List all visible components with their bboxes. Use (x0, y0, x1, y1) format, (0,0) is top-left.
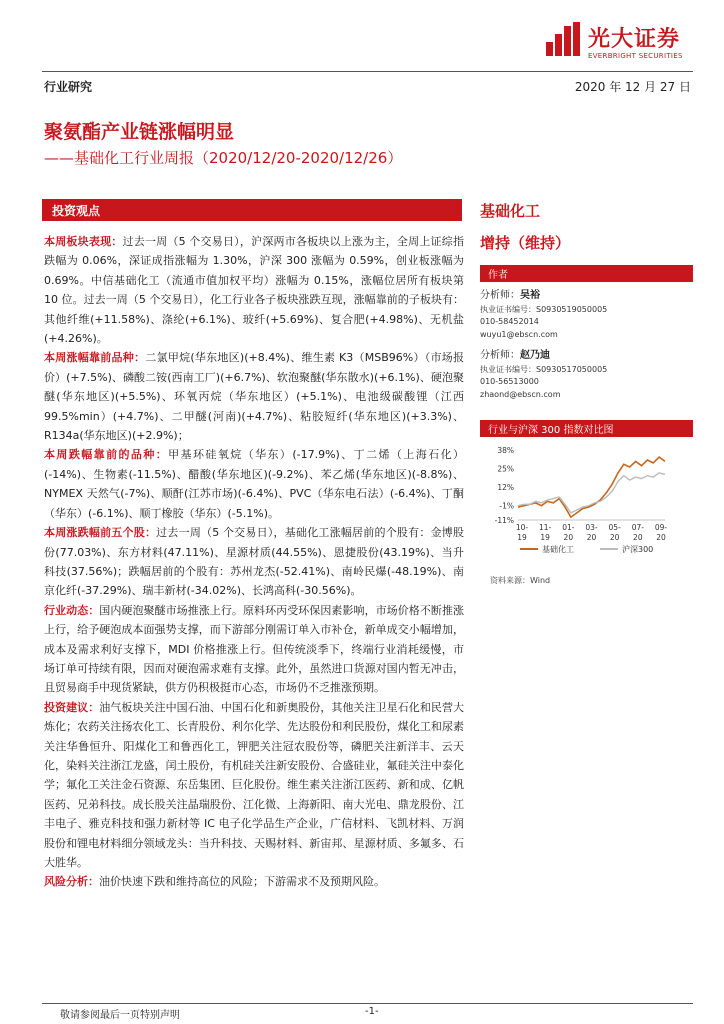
paragraph-top-stocks (44, 523, 464, 601)
sector-name: 基础化工 (480, 202, 541, 220)
analyst-2-name: 赵乃迪 (520, 350, 550, 361)
logo-mark-icon (546, 22, 582, 62)
analyst-1-email: wuyu1@ebscn.com (480, 330, 558, 339)
y-tick-label: -1% (499, 501, 514, 511)
x-tick-label: 01- (562, 523, 575, 532)
analyst-1 (480, 286, 540, 301)
report-date: 2020 年 12 月 27 日 (574, 80, 691, 94)
paragraph-investment-advice (44, 698, 464, 873)
brand-name-cn: 光大证券 (588, 27, 681, 52)
paragraph-label: 本周板块表现： (44, 235, 123, 248)
report-subtitle: ——基础化工行业周报（2020/12/20-2020/12/26） (44, 149, 403, 167)
analyst-2-email: zhaond@ebscn.com (480, 390, 561, 399)
section-header-label: 投资观点 (52, 204, 101, 218)
x-tick-label: 10- (515, 523, 529, 532)
chart-header-label: 行业与沪深 300 指数对比图 (488, 425, 614, 436)
authors-header-label: 作者 (488, 270, 508, 281)
brand-name-en: EVERBRIGHT SECURITIES (588, 52, 683, 60)
analyst-1-label: 分析师： (480, 290, 520, 301)
report-title: 聚氨酯产业链涨幅明显 (44, 121, 235, 143)
sidebar (480, 200, 693, 600)
analyst-1-name: 吴裕 (520, 290, 540, 301)
paragraph-text: 油气板块关注中国石油、中国石化和新奥股份，其他关注卫星石化和民营大炼化；农药关注扬农化工、长青股份、利尔化学、先达股份和利民股份，煤化工和尿素关注华鲁恒升、阳煤化工和鲁西化工，钾肥关注冠农股份等，磷肥关注新洋丰、云天化，染料关注浙江龙盛，闰土股份，有机硅关注新安股份、合盛硅业，氟硅关注中泰化学；氟化工关注金石资源、东岳集团、巨化股份。维生素关注浙江医药、新和成、亿帆医药、兄弟科技。成长股关注晶瑞股份、江化微、上海新阳、南大光电、鼎龙股份、江丰电子、雅克科技和强力新材等 IC 电子化学品生产企业，广信材料、飞凯材料、万润股份和锂电材料细分领域龙头：当升科技、天赐材料、新宙邦、星源材质、多氟多、石大胜华。 (44, 700, 465, 869)
x-tick-label: 20 (563, 533, 574, 542)
analyst-1-cert: 执业证书编号：S0930519050005 (480, 305, 608, 314)
authors-header (480, 265, 693, 282)
x-tick-label: 07- (631, 523, 644, 532)
legend-label: 沪深300 (622, 545, 654, 554)
paragraph-top-gainers-products (44, 348, 464, 445)
paragraph-text: 过去一周（5 个交易日），沪深两市各板块以上涨为主，全周上证综指跌幅为 0.06%，深证成指涨幅为 1.30%，沪深 300 涨幅为 0.59%，创业板涨幅为 0.69%。中信基础化工（流通市值加权平均）涨幅为 0.15%，涨幅位居所有板块第 10 位。过去一周（5 个交易日），化工行业各子板块涨跌互现，涨幅靠前的子板块有：其他纤维(+11.58%)、涤纶(+6.1%)、玻纤(+5.69%)、复合肥(+4.98%)、无机盐(+4.26%)。 (44, 235, 464, 346)
paragraph-risk-analysis (44, 872, 464, 891)
x-tick-label: 05- (608, 523, 621, 532)
footer-divider (42, 1003, 693, 1004)
comparison-chart (480, 440, 693, 580)
x-tick-label: 19 (540, 533, 550, 542)
analyst-2-label: 分析师： (480, 350, 520, 361)
y-tick-label: 12% (497, 483, 514, 493)
header-divider (42, 71, 693, 72)
chart-source: 资料来源：Wind (490, 576, 551, 585)
sector-rating: 增持（维持） (480, 234, 571, 252)
analyst-1-phone: 010-58452014 (480, 317, 539, 326)
paragraph-text: 过去一周（5 个交易日），基础化工涨幅居前的个股有：金博股份(77.03%)、东方材料(47.11%)、星源材质(44.55%)、恩捷股份(43.19%)、当升科技(37.56%)；跌幅居前的个股有：苏州龙杰(-52.41%)、南岭民爆(-48.19%)、南京化纤(-37.29%)、瑞丰新材(-34.02%)、长鸿高科(-30.56%)。 (44, 526, 465, 598)
series-line-sector (518, 457, 665, 517)
x-tick-label: 20 (656, 533, 666, 542)
paragraph-text: 甲基环硅氧烷（华东）(-17.9%)、丁二烯（上海石化）(-14%)、生物素(-11.5%)、醋酸(华东地区)(-9.2%)、苯乙烯(华东地区)(-8.8%)、NYMEX 天然气(-7%)、顺酐(江苏市场)(-6.4%)、PVC（华东电石法）(-6.4%)、丁酮（华东）(-6.1%)、顺丁橡胶（华东）(-5.1%)。 (44, 448, 465, 520)
paragraph-label: 本周跌幅靠前的品种： (44, 448, 169, 462)
paragraph-label: 投资建议： (44, 700, 100, 714)
paragraph-sector-performance (44, 232, 464, 348)
chart-header (480, 420, 693, 437)
paragraph-top-losers-products (44, 445, 464, 523)
body-text (44, 232, 464, 892)
legend-label: 基础化工 (542, 545, 574, 554)
y-tick-label: 38% (497, 446, 514, 455)
x-tick-label: 20 (633, 533, 643, 542)
paragraph-text: 国内硬泡聚醚市场推涨上行。原料环丙受环保因素影响，市场价格不断推涨上行，给予硬泡成本面强势支撑，而下游部分刚需订单入市补仓，新单成交小幅增加，成本及需求利好支撑下，MDI 价格推涨上行。但传统淡季下，终端行业消耗缓慢，市场订单可持续有限，因而对硬泡需求难有支撑。此外，虽然进口货源对国内暂无冲击，且贸易商手中现货紧缺，供方仍积极挺市心态，市场仍不乏推涨预期。 (44, 603, 465, 695)
x-tick-label: 11- (539, 523, 552, 532)
section-header-view (42, 199, 462, 221)
paragraph-text: 油价快速下跌和维持高位的风险；下游需求不及预期风险。 (99, 875, 385, 889)
footer-disclaimer: 敬请参阅最后一页特别声明 (60, 1010, 180, 1021)
analyst-2-cert: 执业证书编号：S0930517050005 (480, 365, 608, 374)
y-tick-label: -11% (494, 516, 514, 525)
x-tick-label: 20 (609, 533, 620, 542)
y-tick-label: 25% (497, 464, 514, 474)
x-tick-label: 19 (517, 533, 527, 542)
x-tick-label: 09- (654, 523, 668, 532)
series-line-index (518, 473, 665, 513)
paragraph-label: 行业动态： (44, 603, 100, 617)
paragraph-text: 二氯甲烷(华东地区)(+8.4%)、维生素 K3（MSB96%）（市场报价）(+7.5%)、磷酸二铵(西南工厂)(+6.7%)、软泡聚醚(华东散水)(+6.1%)、硬泡聚醚(华东地区)(+5.5%)、环氧丙烷（华东地区）(+5.1%)、电池级碳酸锂（江西 99.5%min）(+4.7%)、二甲醚(河南)(+4.7%)、粘胶短纤(华东地区)(+3.3%)、R134a(华东地区)(+2.9%)； (44, 351, 464, 443)
page-number: -1- (365, 1006, 379, 1017)
x-tick-label: 03- (585, 523, 598, 532)
paragraph-label: 风险分析： (44, 875, 99, 889)
brand-logo (540, 18, 700, 68)
report-category: 行业研究 (44, 80, 93, 94)
analyst-2-phone: 010-56513000 (480, 377, 539, 386)
paragraph-label: 本周涨跌幅前五个股： (44, 526, 157, 540)
paragraph-label: 本周涨幅靠前品种： (44, 351, 146, 365)
x-tick-label: 20 (586, 533, 597, 542)
analyst-2 (480, 346, 550, 361)
paragraph-industry-news (44, 601, 464, 698)
